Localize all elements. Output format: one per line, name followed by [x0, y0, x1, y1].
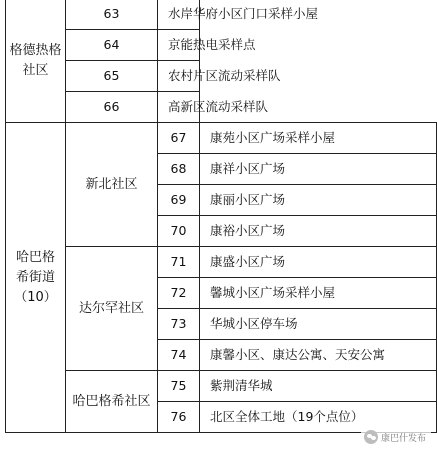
site-number: 66 — [66, 92, 158, 123]
table-row — [6, 247, 437, 278]
site-name: 馨城小区广场采样小屋 — [200, 278, 437, 309]
community-name: 哈巴格希社区 — [72, 393, 151, 409]
site-number: 65 — [66, 61, 158, 92]
table-row — [6, 0, 437, 30]
source-watermark — [361, 429, 431, 445]
table-row — [6, 30, 437, 61]
sampling-sites-table — [5, 0, 437, 433]
site-name: 京能热电采样点 — [158, 30, 200, 61]
watermark-text: 康巴什发布 — [380, 433, 426, 444]
site-number: 75 — [158, 371, 200, 402]
site-name: 康盛小区广场 — [200, 247, 437, 278]
community-cell — [66, 371, 158, 433]
street-name-line-2: 希街道 — [15, 269, 55, 285]
community-name: 新北社区 — [85, 176, 138, 192]
site-name: 康祥小区广场 — [200, 154, 437, 185]
wechat-icon — [364, 430, 378, 444]
table-row — [6, 123, 437, 154]
street-cell — [6, 123, 66, 433]
site-number: 76 — [158, 402, 200, 433]
site-name: 康丽小区广场 — [200, 185, 437, 216]
site-name: 水岸华府小区门口采样小屋 — [158, 0, 200, 30]
site-number: 69 — [158, 185, 200, 216]
site-name: 高新区流动采样队 — [158, 92, 200, 123]
site-name: 华城小区停车场 — [200, 309, 437, 340]
site-number: 73 — [158, 309, 200, 340]
site-number: 64 — [66, 30, 158, 61]
site-name: 北区全体工地（19个点位） — [200, 402, 437, 433]
site-number: 74 — [158, 340, 200, 371]
site-number: 70 — [158, 216, 200, 247]
site-number: 67 — [158, 123, 200, 154]
street-site-count: （10） — [14, 289, 57, 305]
site-name: 康馨小区、康达公寓、天安公寓 — [200, 340, 437, 371]
site-number: 72 — [158, 278, 200, 309]
table-row — [6, 61, 437, 92]
site-name: 康苑小区广场采样小屋 — [200, 123, 437, 154]
site-name: 紫荆清华城 — [200, 371, 437, 402]
table-row — [6, 92, 437, 123]
site-number: 71 — [158, 247, 200, 278]
community-cell — [66, 247, 158, 371]
site-name: 农村片区流动采样队 — [158, 61, 200, 92]
street-name-line-1: 哈巴格 — [15, 249, 55, 265]
site-name: 康裕小区广场 — [200, 216, 437, 247]
community-name: 格德热格社区 — [9, 42, 62, 78]
site-number: 68 — [158, 154, 200, 185]
table-row — [6, 371, 437, 402]
community-cell — [66, 123, 158, 247]
community-cell — [6, 0, 66, 123]
site-number: 63 — [66, 0, 158, 30]
community-name: 达尔罕社区 — [78, 300, 144, 316]
